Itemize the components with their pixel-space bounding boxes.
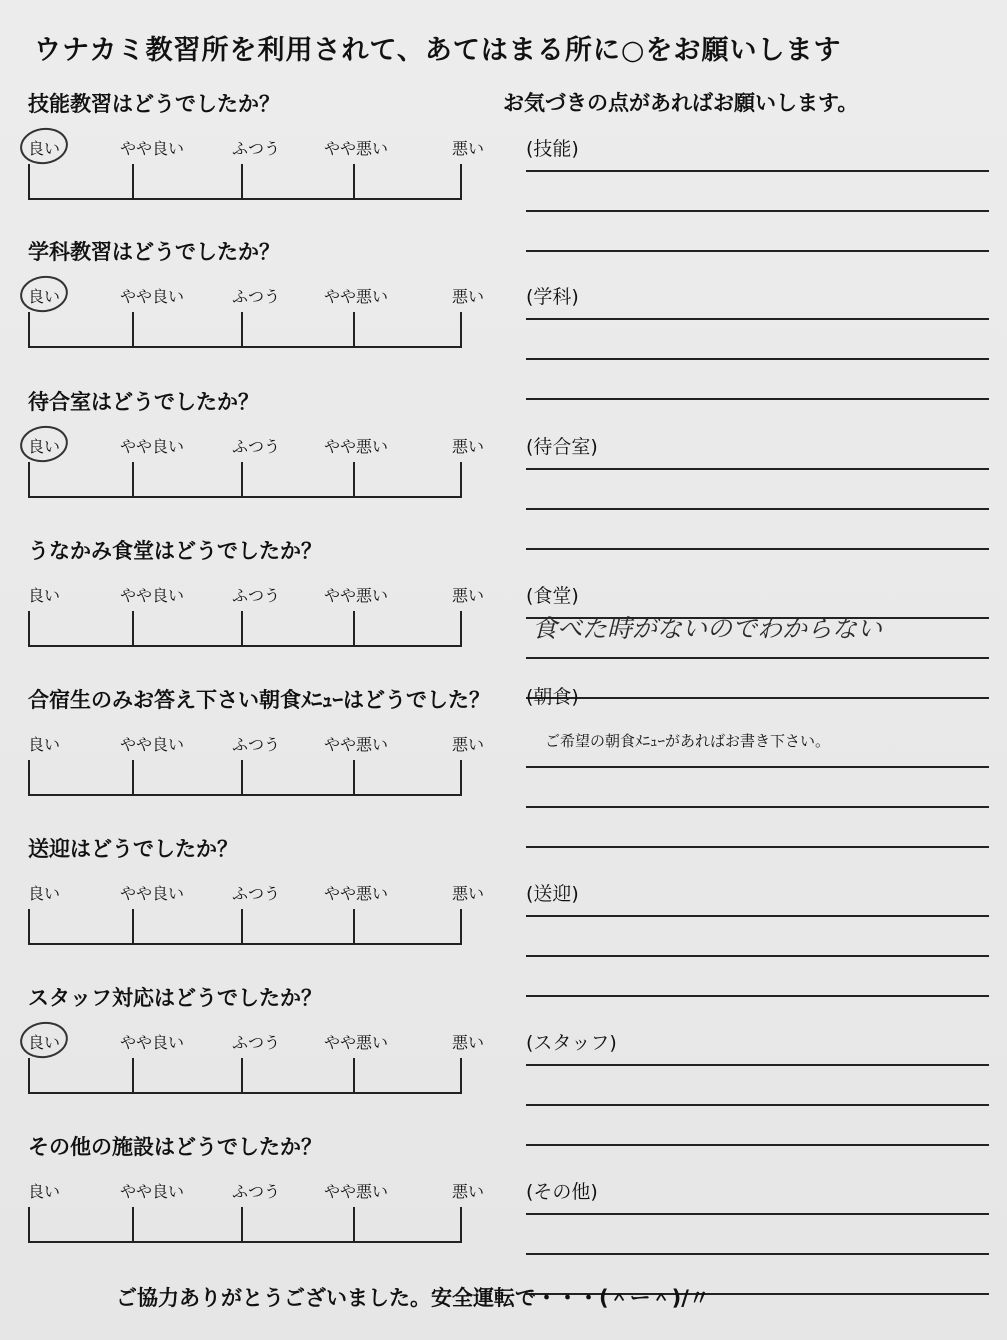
footer-message: ご協力ありがとうございました。安全運転で・・・(＾ー＾)/〃	[116, 1286, 710, 1310]
scale-tick	[460, 611, 462, 647]
comment-label: (送迎)	[526, 883, 579, 905]
question-section	[0, 1131, 1007, 1281]
scale-tick	[353, 462, 355, 498]
rating-option[interactable]: やや良い	[120, 139, 185, 158]
rating-option[interactable]: やや悪い	[324, 437, 389, 456]
rating-option[interactable]: 悪い	[452, 1033, 485, 1052]
scale-tick	[460, 909, 462, 945]
rating-option[interactable]: ふつう	[232, 735, 281, 754]
rating-option[interactable]: やや悪い	[324, 1033, 389, 1052]
selection-circle	[18, 423, 71, 465]
comment-label: (待合室)	[526, 436, 598, 458]
scale-tick	[132, 1207, 134, 1243]
rating-option[interactable]: 良い	[28, 1033, 61, 1052]
question-text: 学科教習はどうでしたか？	[28, 240, 280, 264]
comment-line[interactable]	[526, 915, 989, 917]
comment-label: (朝食)	[526, 686, 579, 708]
rating-option[interactable]: やや良い	[120, 735, 185, 754]
scale-tick	[132, 164, 134, 200]
scale-tick	[460, 462, 462, 498]
comment-line[interactable]	[526, 657, 989, 659]
scale-baseline	[28, 943, 462, 945]
scale-tick	[132, 462, 134, 498]
question-section	[0, 535, 1007, 685]
rating-option[interactable]: 悪い	[452, 735, 485, 754]
rating-option[interactable]: 悪い	[452, 884, 485, 903]
question-text: 合宿生のみお答え下さい朝食ﾒﾆｭｰはどうでした？	[28, 688, 490, 712]
scale-tick	[241, 1207, 243, 1243]
comment-line[interactable]	[526, 508, 989, 510]
rating-option[interactable]: 悪い	[452, 437, 485, 456]
rating-option[interactable]: 良い	[28, 287, 61, 306]
scale-tick	[460, 1058, 462, 1094]
scale-tick	[460, 1207, 462, 1243]
rating-scale	[28, 1207, 462, 1243]
scale-tick	[460, 312, 462, 348]
scale-baseline	[28, 346, 462, 348]
scale-baseline	[28, 645, 462, 647]
rating-option[interactable]: 良い	[28, 139, 61, 158]
scale-baseline	[28, 496, 462, 498]
rating-option[interactable]: 悪い	[452, 586, 485, 605]
comment-line[interactable]	[526, 1213, 989, 1215]
rating-option[interactable]: 良い	[28, 586, 61, 605]
scale-tick	[132, 760, 134, 796]
question-section	[0, 88, 1007, 238]
rating-option[interactable]: やや悪い	[324, 735, 389, 754]
selection-circle	[18, 273, 71, 315]
question-text: 待合室はどうでしたか？	[28, 390, 259, 414]
scale-tick	[241, 1058, 243, 1094]
comment-line[interactable]	[526, 1064, 989, 1066]
scale-tick	[28, 1058, 30, 1094]
rating-option[interactable]: ふつう	[232, 586, 281, 605]
comment-line[interactable]	[526, 358, 989, 360]
comment-label: (スタッフ)	[526, 1032, 617, 1054]
rating-option[interactable]: やや良い	[120, 437, 185, 456]
rating-option[interactable]: 悪い	[452, 287, 485, 306]
scale-tick	[353, 1207, 355, 1243]
comment-line[interactable]	[526, 210, 989, 212]
scale-tick	[28, 760, 30, 796]
rating-option[interactable]: やや良い	[120, 1033, 185, 1052]
rating-scale	[28, 760, 462, 796]
scale-tick	[460, 760, 462, 796]
rating-option[interactable]: やや良い	[120, 287, 185, 306]
scale-tick	[28, 611, 30, 647]
comment-line[interactable]	[526, 806, 989, 808]
scale-baseline	[28, 198, 462, 200]
rating-option[interactable]: ふつう	[232, 1182, 281, 1201]
rating-option[interactable]: やや悪い	[324, 139, 389, 158]
rating-option[interactable]: やや良い	[120, 586, 185, 605]
scale-tick	[28, 462, 30, 498]
scale-tick	[241, 909, 243, 945]
scale-tick	[28, 1207, 30, 1243]
rating-option[interactable]: ふつう	[232, 139, 281, 158]
scale-tick	[241, 611, 243, 647]
handwritten-comment: 食べた時がないのでわからない	[532, 614, 883, 643]
comment-label: (食堂)	[526, 585, 579, 607]
scale-tick	[353, 312, 355, 348]
scale-tick	[132, 611, 134, 647]
scale-tick	[241, 164, 243, 200]
scale-tick	[132, 909, 134, 945]
scale-tick	[132, 1058, 134, 1094]
rating-scale	[28, 462, 462, 498]
comment-line[interactable]	[526, 170, 989, 172]
rating-option[interactable]: 悪い	[452, 139, 485, 158]
question-section	[0, 684, 1007, 834]
rating-option[interactable]: やや悪い	[324, 1182, 389, 1201]
rating-option[interactable]: 悪い	[452, 1182, 485, 1201]
scale-tick	[28, 164, 30, 200]
scale-tick	[353, 164, 355, 200]
question-text: 技能教習はどうでしたか？	[28, 92, 280, 116]
selection-circle	[18, 1019, 71, 1061]
scale-tick	[132, 312, 134, 348]
rating-option[interactable]: ふつう	[232, 884, 281, 903]
scale-tick	[353, 760, 355, 796]
rating-option[interactable]: ふつう	[232, 1033, 281, 1052]
scale-tick	[353, 611, 355, 647]
scale-tick	[241, 760, 243, 796]
comment-line[interactable]	[526, 468, 989, 470]
comment-line[interactable]	[526, 1104, 989, 1106]
comment-label: (技能)	[526, 138, 579, 160]
scale-tick	[353, 1058, 355, 1094]
rating-option[interactable]: ふつう	[232, 287, 281, 306]
selection-circle	[18, 125, 71, 167]
rating-option[interactable]: 良い	[28, 1182, 61, 1201]
rating-option[interactable]: 良い	[28, 884, 61, 903]
rating-scale	[28, 1058, 462, 1094]
rating-option[interactable]: やや悪い	[324, 586, 389, 605]
rating-scale	[28, 909, 462, 945]
question-text: 送迎はどうでしたか？	[28, 837, 238, 861]
scale-tick	[241, 462, 243, 498]
rating-option[interactable]: やや良い	[120, 884, 185, 903]
scale-baseline	[28, 1241, 462, 1243]
comments-header: お気づきの点があればお願いします。	[503, 91, 859, 115]
question-section	[0, 982, 1007, 1132]
survey-title: ウナカミ教習所を利用されて、あてはまる所に○をお願いします	[34, 35, 842, 66]
rating-option[interactable]: ふつう	[232, 437, 281, 456]
rating-option[interactable]: 良い	[28, 735, 61, 754]
rating-scale	[28, 164, 462, 200]
scale-tick	[241, 312, 243, 348]
question-text: うなかみ食堂はどうでしたか？	[28, 539, 322, 563]
scale-tick	[353, 909, 355, 945]
rating-option[interactable]: 良い	[28, 437, 61, 456]
question-text: その他の施設はどうでしたか？	[28, 1135, 322, 1159]
question-text: スタッフ対応はどうでしたか？	[28, 986, 322, 1010]
rating-scale	[28, 611, 462, 647]
scale-baseline	[28, 1092, 462, 1094]
rating-option[interactable]: やや悪い	[324, 287, 389, 306]
comment-line[interactable]	[526, 955, 989, 957]
breakfast-request-note: ご希望の朝食ﾒﾆｭｰがあればお書き下さい。	[545, 732, 831, 750]
comment-line[interactable]	[526, 766, 989, 768]
comment-label: (学科)	[526, 286, 579, 308]
rating-option[interactable]: やや悪い	[324, 884, 389, 903]
rating-scale	[28, 312, 462, 348]
scale-tick	[28, 909, 30, 945]
comment-line[interactable]	[526, 1253, 989, 1255]
question-section	[0, 236, 1007, 386]
comment-label: (その他)	[526, 1181, 598, 1203]
comment-line[interactable]	[526, 318, 989, 320]
question-section	[0, 386, 1007, 536]
question-section	[0, 833, 1007, 983]
scale-tick	[460, 164, 462, 200]
scale-tick	[28, 312, 30, 348]
scale-baseline	[28, 794, 462, 796]
rating-option[interactable]: やや良い	[120, 1182, 185, 1201]
